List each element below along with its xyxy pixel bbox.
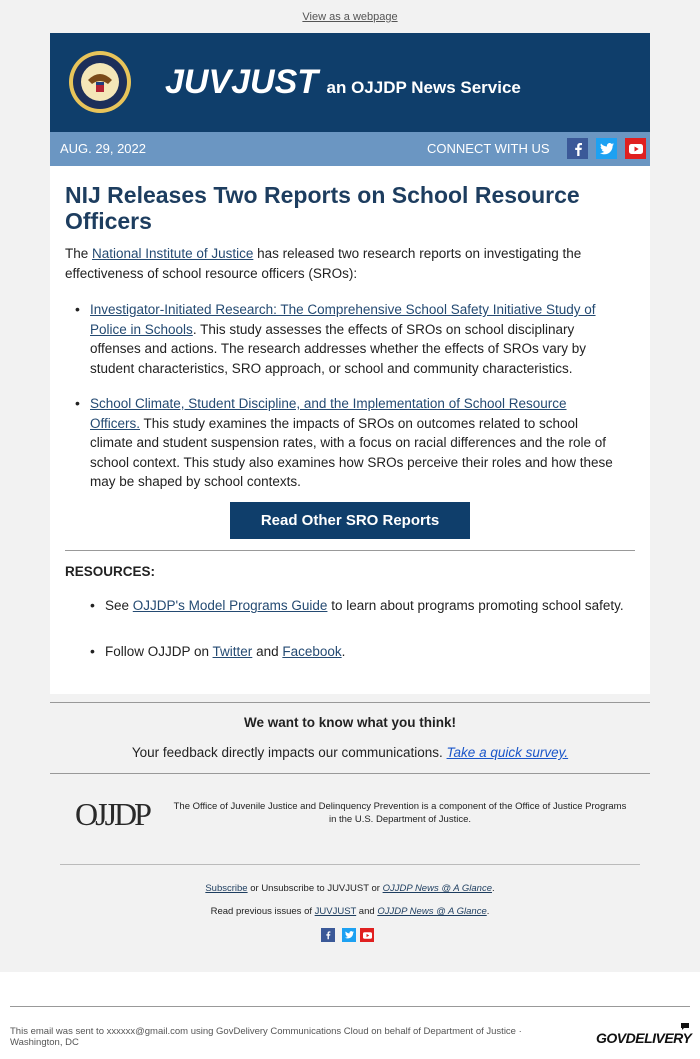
facebook-link[interactable]: Facebook: [282, 644, 342, 659]
news-glance-archive-link[interactable]: OJJDP News @ A Glance: [377, 906, 487, 917]
previous-issues-line: [0, 906, 700, 917]
subscribe-link[interactable]: Subscribe: [205, 883, 248, 894]
date-bar: [50, 132, 650, 166]
newsletter-card: [50, 33, 650, 694]
bullet-dot: •: [90, 643, 95, 659]
model-programs-guide-link[interactable]: OJJDP's Model Programs Guide: [132, 598, 328, 613]
feedback-bottom-divider: [50, 773, 650, 774]
survey-link[interactable]: Take a quick survey.: [446, 745, 569, 760]
facebook-icon[interactable]: [567, 138, 588, 159]
previous-pre: Read previous issues of: [210, 906, 315, 917]
read-sro-reports-button[interactable]: Read Other SRO Reports: [230, 502, 470, 539]
legal-text: This email was sent to xxxxxx@gmail.com using GovDelivery Communications Cloud on behalf of Department of Justice · Washington, DC: [10, 1026, 522, 1048]
footer-facebook-icon[interactable]: [321, 928, 335, 942]
feedback-text: [0, 745, 700, 760]
resource-1-pre: See: [105, 598, 133, 613]
feedback-heading: We want to know what you think!: [244, 715, 456, 730]
report-link-1[interactable]: Investigator-Initiated Research: The Comprehensive School Safety Initiative Study of Police in Schools: [90, 302, 596, 337]
footer-description: The Office of Juvenile Justice and Delinquency Prevention is a component of the Office of Justice Programs in the U.S. Department of Justice.: [173, 801, 627, 825]
view-as-webpage: [0, 11, 700, 23]
legal-divider: [10, 1006, 690, 1007]
feedback-top-divider: [50, 702, 650, 703]
footer-twitter-icon[interactable]: [342, 928, 356, 942]
feedback-body: Your feedback directly impacts our communications.: [131, 745, 447, 760]
govdelivery-logo: [596, 1030, 691, 1046]
resource-item-2: [90, 642, 625, 662]
bullet-dot: •: [75, 395, 80, 411]
divider: [65, 550, 635, 551]
report-link-2[interactable]: School Climate, Student Discipline, and the Implementation of School Resource Officers.: [90, 396, 567, 431]
resources-heading: RESOURCES:: [65, 564, 156, 579]
news-glance-link[interactable]: OJJDP News @ A Glance: [382, 883, 492, 894]
intro-text-post: has released two research reports on investigating the effectiveness of school resource officers (SROs):: [65, 246, 582, 281]
connect-with-us: CONNECT WITH US: [427, 141, 550, 156]
resource-item-1: [90, 596, 625, 616]
youtube-icon[interactable]: [625, 138, 646, 159]
report-text-2: This study examines the impacts of SROs on outcomes related to school climate and student suspension rates, with a focus on racial differences and the role of school context. This study also examines how SROs perceive their roles and how these may be shaped by school contexts.: [90, 415, 613, 489]
juvjust-archive-link[interactable]: JUVJUST: [314, 906, 357, 917]
report-bullet-1: [75, 300, 620, 378]
article-headline: NIJ Releases Two Reports on School Resource Officers: [65, 182, 580, 234]
resource-2-post: .: [341, 644, 346, 659]
subscribe-line: [0, 883, 700, 894]
subscribe-mid: or Unsubscribe to JUVJUST or: [247, 883, 383, 894]
article-intro: [65, 244, 635, 283]
twitter-link[interactable]: Twitter: [212, 644, 253, 659]
juvjust-title: JUVJUST: [165, 63, 319, 101]
bullet-dot: •: [75, 301, 80, 317]
nij-link[interactable]: National Institute of Justice: [92, 246, 254, 261]
report-bullet-2: [75, 394, 620, 492]
previous-end: .: [486, 906, 490, 917]
bullet-dot: •: [90, 597, 95, 613]
doj-seal-icon: [68, 50, 132, 114]
govdelivery-text: GOVDELIVERY: [596, 1030, 692, 1046]
resource-1-post: to learn about programs promoting school safety.: [327, 598, 624, 613]
subscribe-end: .: [492, 883, 495, 894]
footer-youtube-icon[interactable]: [360, 928, 374, 942]
header-banner: [50, 33, 650, 132]
ojjdp-logo: [75, 793, 155, 839]
resource-2-pre: Follow OJJDP on: [105, 644, 213, 659]
govdelivery-bubble-icon: [680, 1022, 690, 1032]
view-as-webpage-link[interactable]: View as a webpage: [302, 11, 398, 23]
intro-text-pre: The: [65, 246, 93, 261]
header-title: [165, 63, 521, 102]
ojjdp-logo-text: OJJDP: [75, 796, 149, 832]
resource-2-mid: and: [252, 644, 283, 659]
news-service-subtitle: an OJJDP News Service: [326, 78, 521, 97]
footer-divider: [60, 864, 640, 865]
twitter-icon[interactable]: [596, 138, 617, 159]
report-text-1: . This study assesses the effects of SROs on school disciplinary offenses and actions. The research addresses whether the effects of SROs vary by student characteristics, SRO approach, or school and community characteristics.: [90, 321, 587, 376]
issue-date: AUG. 29, 2022: [60, 141, 146, 156]
previous-mid: and: [356, 906, 378, 917]
